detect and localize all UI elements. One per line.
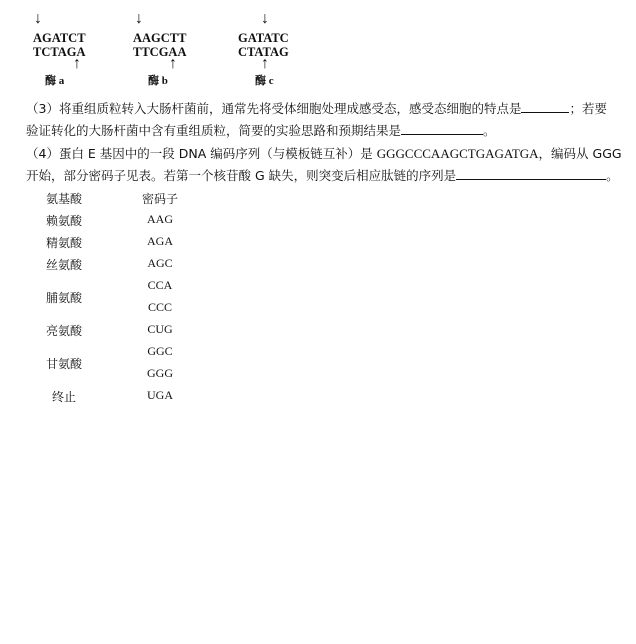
- codon: CCC: [147, 300, 172, 314]
- text: （3）将重组质粒转入大肠杆菌前，通常先将受体细胞处理成感受态，感受态细胞的特点是: [26, 101, 522, 116]
- codon: GGC: [147, 344, 173, 358]
- codon: AGC: [147, 256, 173, 270]
- codon: AGA: [147, 234, 173, 248]
- cut-arrow-down-icon: ↓: [261, 10, 269, 27]
- text: ；若要: [569, 101, 607, 116]
- bottom-strand: CTATAG: [238, 45, 289, 59]
- codon: UGA: [147, 388, 173, 402]
- codon: CUG: [147, 322, 173, 336]
- answer-blank[interactable]: [521, 100, 569, 113]
- dna-sequence: GGGCCCAAGCTGAGATGA: [376, 146, 539, 161]
- top-strand: AGATCT: [33, 31, 86, 45]
- codon: GGG: [147, 366, 173, 380]
- text: 验证转化的大肠杆菌中含有重组质粒，简要的实验思路和预期结果是: [26, 123, 402, 138]
- text: ，编码从 GGG: [538, 146, 622, 161]
- text: 。: [483, 123, 496, 138]
- cut-arrow-down-icon: ↓: [34, 10, 42, 27]
- text: （4）蛋白 E 基因中的一段 DNA 编码序列（与模板链互补）是: [26, 146, 377, 161]
- header-amino-acid: 氨基酸: [45, 192, 82, 206]
- enzyme-label: 酶 a: [45, 75, 65, 87]
- amino-acid: 赖氨酸: [45, 214, 82, 228]
- codon: AAG: [147, 212, 173, 226]
- amino-acid: 脯氨酸: [45, 291, 82, 305]
- answer-blank[interactable]: [456, 167, 606, 180]
- question-3-line-2: [26, 121, 496, 139]
- question-4-line-1: [26, 144, 622, 162]
- cut-arrow-up-icon: ↑: [261, 55, 269, 72]
- top-strand: AAGCTT: [133, 31, 187, 45]
- text: 。: [606, 168, 619, 183]
- enzyme-label: 酶 c: [255, 75, 274, 87]
- amino-acid: 丝氨酸: [45, 258, 82, 272]
- cut-arrow-down-icon: ↓: [135, 10, 143, 27]
- enzyme-label: 酶 b: [148, 75, 168, 87]
- amino-acid: 甘氨酸: [45, 357, 82, 371]
- codon: CCA: [147, 278, 173, 292]
- header-codon: 密码子: [141, 192, 178, 206]
- question-3-line-1: [26, 99, 607, 117]
- amino-acid: 精氨酸: [45, 236, 82, 250]
- answer-blank[interactable]: [401, 122, 483, 135]
- bottom-strand: TCTAGA: [33, 45, 86, 59]
- text: 开始，部分密码子见表。若第一个核苷酸 G 缺失，则突变后相应肽链的序列是: [26, 168, 457, 183]
- amino-acid: 终止: [51, 390, 76, 404]
- cut-arrow-up-icon: ↑: [73, 55, 81, 72]
- amino-acid: 亮氨酸: [45, 324, 82, 338]
- top-strand: GATATC: [238, 31, 289, 45]
- cut-arrow-up-icon: ↑: [169, 55, 177, 72]
- question-4-line-2: [26, 166, 619, 184]
- bottom-strand: TTCGAA: [133, 45, 187, 59]
